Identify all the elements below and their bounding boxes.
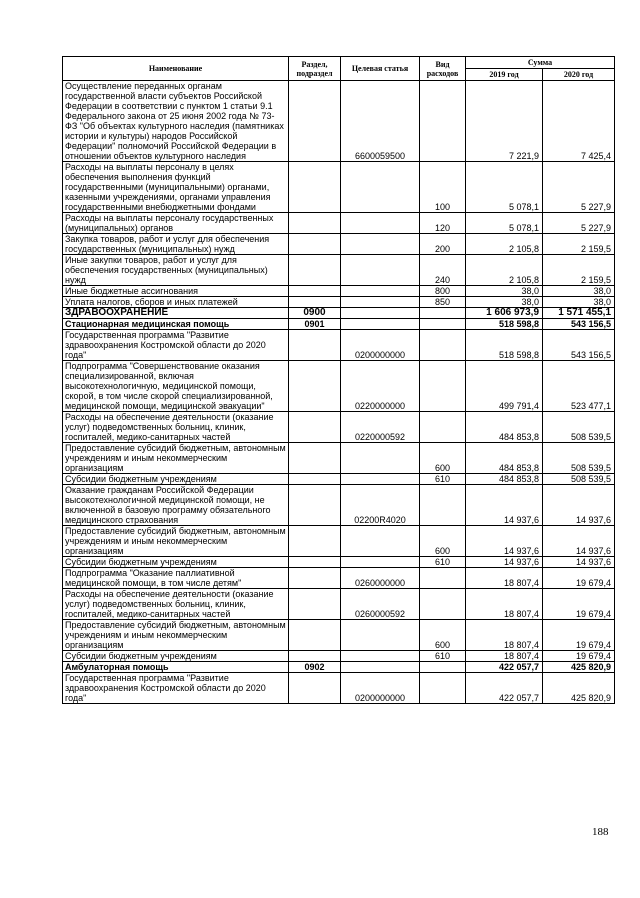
cell-2020: 2 159,5 <box>543 234 615 255</box>
header-target: Целевая статья <box>341 57 420 81</box>
cell-name: Расходы на выплаты персоналу государственных (муниципальных) органов <box>63 213 289 234</box>
cell-name: Расходы на обеспечение деятельности (оказание услуг) подведомственных больниц, клиник, госпиталей, медико-санитарных частей <box>63 589 289 620</box>
cell-section <box>289 213 341 234</box>
cell-2019: 484 853,8 <box>466 412 543 443</box>
cell-section <box>289 361 341 412</box>
table-row <box>63 651 615 662</box>
cell-2020: 19 679,4 <box>543 589 615 620</box>
cell-type: 600 <box>420 526 466 557</box>
cell-type: 240 <box>420 255 466 286</box>
table-row <box>63 526 615 557</box>
cell-2020: 14 937,6 <box>543 485 615 526</box>
cell-target <box>341 297 420 308</box>
table-row <box>63 81 615 162</box>
cell-type: 200 <box>420 234 466 255</box>
cell-target: 0200000000 <box>341 330 420 361</box>
cell-2019: 518 598,8 <box>466 330 543 361</box>
cell-section: 0901 <box>289 319 341 330</box>
cell-name: Уплата налогов, сборов и иных платежей <box>63 297 289 308</box>
cell-target: 6600059500 <box>341 81 420 162</box>
cell-name: Иные закупки товаров, работ и услуг для обеспечения государственных (муниципальных) нужд <box>63 255 289 286</box>
cell-target: 0220000000 <box>341 361 420 412</box>
header-name: Наименование <box>63 57 289 81</box>
page-number: 188 <box>592 826 609 838</box>
cell-target <box>341 557 420 568</box>
cell-name: Субсидии бюджетным учреждениям <box>63 651 289 662</box>
cell-section <box>289 412 341 443</box>
cell-2020: 2 159,5 <box>543 255 615 286</box>
table-row <box>63 213 615 234</box>
cell-name: Расходы на обеспечение деятельности (оказание услуг) подведомственных больниц, клиник, госпиталей, медико-санитарных частей <box>63 412 289 443</box>
cell-2020: 543 156,5 <box>543 330 615 361</box>
cell-name: Подпрограмма "Оказание паллиативной медицинской помощи, в том числе детям" <box>63 568 289 589</box>
cell-type <box>420 485 466 526</box>
cell-name: ЗДРАВООХРАНЕНИЕ <box>63 308 289 319</box>
cell-name: Государственная программа "Развитие здравоохранения Костромской области до 2020 года" <box>63 330 289 361</box>
cell-2019: 18 807,4 <box>466 568 543 589</box>
cell-2019: 484 853,8 <box>466 443 543 474</box>
cell-section <box>289 485 341 526</box>
cell-type: 600 <box>420 443 466 474</box>
table-row <box>63 557 615 568</box>
table-row <box>63 308 615 319</box>
cell-type <box>420 319 466 330</box>
cell-target <box>341 443 420 474</box>
table-row <box>63 662 615 673</box>
cell-type: 100 <box>420 162 466 213</box>
cell-section <box>289 526 341 557</box>
cell-2020: 38,0 <box>543 286 615 297</box>
cell-section <box>289 568 341 589</box>
cell-type <box>420 412 466 443</box>
table-row <box>63 568 615 589</box>
cell-target: 0200000000 <box>341 673 420 704</box>
cell-2020: 7 425,4 <box>543 81 615 162</box>
cell-target <box>341 651 420 662</box>
cell-section: 0900 <box>289 308 341 319</box>
cell-2019: 422 057,7 <box>466 673 543 704</box>
cell-2019: 5 078,1 <box>466 213 543 234</box>
table-row <box>63 589 615 620</box>
cell-section <box>289 81 341 162</box>
cell-type: 610 <box>420 557 466 568</box>
cell-type: 120 <box>420 213 466 234</box>
cell-2020: 5 227,9 <box>543 162 615 213</box>
cell-name: Субсидии бюджетным учреждениям <box>63 557 289 568</box>
cell-name: Осуществление переданных органам государственной власти субъектов Российской Федерации в соответствии с пунктом 1 статьи 9.1 Федерального закона от 25 июня 2002 года № 73-ФЗ "Об объектах культурного наследия (памятниках истории и культуры) народов Российской Федерации" полномочий Российской Федерации в отношении объектов культурного наследия <box>63 81 289 162</box>
cell-2020: 19 679,4 <box>543 651 615 662</box>
cell-target <box>341 286 420 297</box>
header-section: Раздел, подраздел <box>289 57 341 81</box>
table-row <box>63 673 615 704</box>
cell-2019: 5 078,1 <box>466 162 543 213</box>
cell-section <box>289 297 341 308</box>
table-body <box>63 81 615 704</box>
cell-target <box>341 255 420 286</box>
cell-type: 610 <box>420 474 466 485</box>
cell-2020: 508 539,5 <box>543 412 615 443</box>
cell-target <box>341 620 420 651</box>
table-row <box>63 255 615 286</box>
cell-name: Иные бюджетные ассигнования <box>63 286 289 297</box>
cell-target <box>341 162 420 213</box>
cell-2020: 425 820,9 <box>543 662 615 673</box>
cell-target <box>341 213 420 234</box>
cell-section <box>289 162 341 213</box>
cell-target <box>341 308 420 319</box>
cell-type <box>420 81 466 162</box>
table-row <box>63 162 615 213</box>
cell-target: 0260000000 <box>341 568 420 589</box>
cell-section <box>289 474 341 485</box>
cell-2020: 508 539,5 <box>543 474 615 485</box>
cell-section <box>289 651 341 662</box>
cell-section <box>289 589 341 620</box>
table-row <box>63 234 615 255</box>
table-row <box>63 361 615 412</box>
cell-target: 0220000592 <box>341 412 420 443</box>
cell-2020: 508 539,5 <box>543 443 615 474</box>
cell-section <box>289 330 341 361</box>
cell-section <box>289 443 341 474</box>
cell-name: Предоставление субсидий бюджетным, автономным учреждениям и иным некоммерческим организациям <box>63 620 289 651</box>
cell-section <box>289 620 341 651</box>
cell-2019: 14 937,6 <box>466 557 543 568</box>
cell-2019: 518 598,8 <box>466 319 543 330</box>
table-row <box>63 297 615 308</box>
cell-2019: 18 807,4 <box>466 620 543 651</box>
table-row <box>63 443 615 474</box>
table-row <box>63 330 615 361</box>
cell-type: 800 <box>420 286 466 297</box>
cell-target <box>341 319 420 330</box>
cell-2020: 19 679,4 <box>543 568 615 589</box>
cell-name: Подпрограмма "Совершенствование оказания специализированной, включая высокотехнологичную, медицинской помощи, скорой, в том числе скорой специализированной, медицинской помощи, медицинской эвакуации" <box>63 361 289 412</box>
cell-target <box>341 662 420 673</box>
cell-2019: 2 105,8 <box>466 255 543 286</box>
cell-type: 850 <box>420 297 466 308</box>
cell-2019: 7 221,9 <box>466 81 543 162</box>
cell-type <box>420 361 466 412</box>
cell-section: 0902 <box>289 662 341 673</box>
cell-target <box>341 234 420 255</box>
cell-2019: 14 937,6 <box>466 526 543 557</box>
cell-section <box>289 234 341 255</box>
cell-name: Субсидии бюджетным учреждениям <box>63 474 289 485</box>
header-year-2020: 2020 год <box>543 69 615 81</box>
cell-2019: 422 057,7 <box>466 662 543 673</box>
cell-type <box>420 662 466 673</box>
cell-2020: 543 156,5 <box>543 319 615 330</box>
header-type: Вид расходов <box>420 57 466 81</box>
cell-2020: 1 571 455,1 <box>543 308 615 319</box>
cell-2020: 14 937,6 <box>543 557 615 568</box>
cell-target: 0260000592 <box>341 589 420 620</box>
cell-type: 600 <box>420 620 466 651</box>
cell-2020: 19 679,4 <box>543 620 615 651</box>
cell-type <box>420 589 466 620</box>
cell-name: Государственная программа "Развитие здравоохранения Костромской области до 2020 года" <box>63 673 289 704</box>
cell-target: 02200R4020 <box>341 485 420 526</box>
cell-name: Стационарная медицинская помощь <box>63 319 289 330</box>
cell-name: Предоставление субсидий бюджетным, автономным учреждениям и иным некоммерческим организациям <box>63 443 289 474</box>
cell-2020: 5 227,9 <box>543 213 615 234</box>
cell-target <box>341 474 420 485</box>
budget-table <box>62 56 615 704</box>
cell-name: Расходы на выплаты персоналу в целях обеспечения выполнения функций государственными (муниципальными) органами, казенными учреждениями, органами управления государственными внебюджетными фондами <box>63 162 289 213</box>
cell-2020: 38,0 <box>543 297 615 308</box>
cell-2019: 499 791,4 <box>466 361 543 412</box>
cell-2019: 2 105,8 <box>466 234 543 255</box>
table-row <box>63 474 615 485</box>
cell-2019: 18 807,4 <box>466 589 543 620</box>
cell-type <box>420 673 466 704</box>
cell-2020: 14 937,6 <box>543 526 615 557</box>
cell-section <box>289 557 341 568</box>
cell-2020: 523 477,1 <box>543 361 615 412</box>
cell-name: Оказание гражданам Российской Федерации высокотехнологичной медицинской помощи, не включенной в базовую программу обязательного медицинского страхования <box>63 485 289 526</box>
table-row <box>63 319 615 330</box>
cell-2019: 38,0 <box>466 297 543 308</box>
table-row <box>63 286 615 297</box>
cell-type <box>420 330 466 361</box>
cell-section <box>289 255 341 286</box>
cell-name: Закупка товаров, работ и услуг для обеспечения государственных (муниципальных) нужд <box>63 234 289 255</box>
cell-type <box>420 568 466 589</box>
table-row <box>63 620 615 651</box>
cell-2019: 18 807,4 <box>466 651 543 662</box>
cell-2020: 425 820,9 <box>543 673 615 704</box>
cell-name: Предоставление субсидий бюджетным, автономным учреждениям и иным некоммерческим организациям <box>63 526 289 557</box>
header-year-2019: 2019 год <box>466 69 543 81</box>
table-row <box>63 412 615 443</box>
cell-type: 610 <box>420 651 466 662</box>
cell-target <box>341 526 420 557</box>
cell-2019: 484 853,8 <box>466 474 543 485</box>
cell-2019: 1 606 973,9 <box>466 308 543 319</box>
cell-section <box>289 286 341 297</box>
cell-2019: 38,0 <box>466 286 543 297</box>
cell-2019: 14 937,6 <box>466 485 543 526</box>
table-row <box>63 485 615 526</box>
cell-type <box>420 308 466 319</box>
header-sum: Сумма <box>466 57 615 69</box>
cell-name: Амбулаторная помощь <box>63 662 289 673</box>
cell-section <box>289 673 341 704</box>
